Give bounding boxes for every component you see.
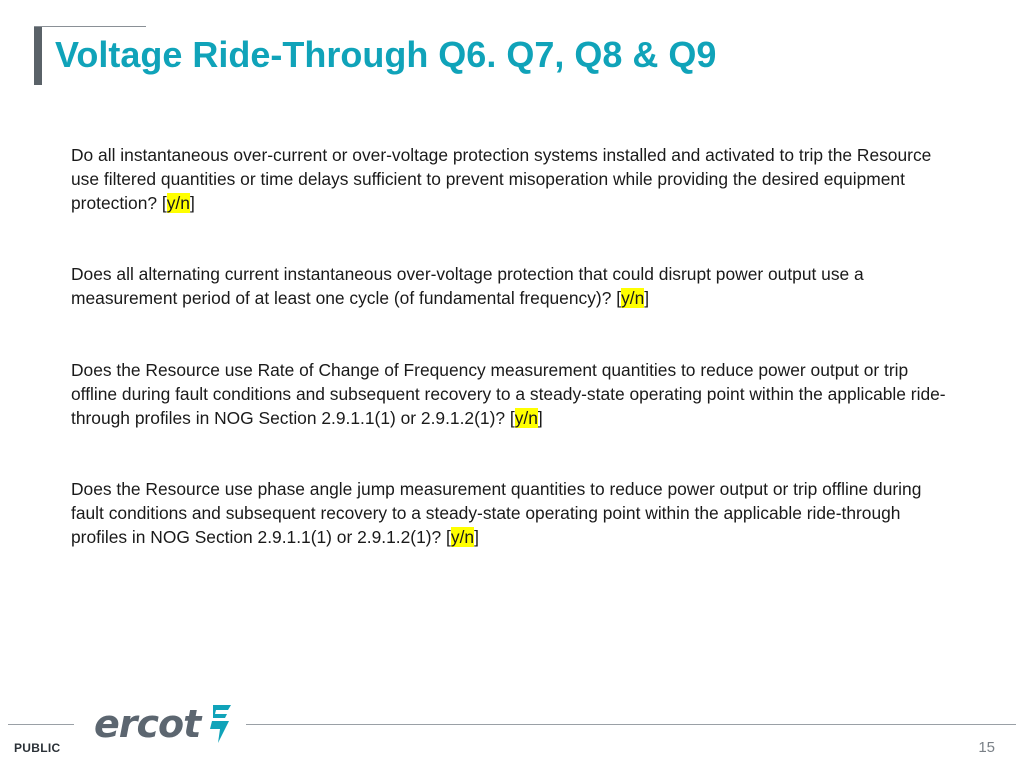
close-bracket: ] <box>644 288 650 308</box>
title-accent-rule <box>34 26 146 27</box>
answer-yn-highlight: y/n <box>621 288 645 308</box>
slide-title: Voltage Ride-Through Q6. Q7, Q8 & Q9 <box>55 34 717 75</box>
answer-yn-highlight: y/n <box>166 193 190 213</box>
question-q6 <box>71 143 951 215</box>
open-bracket: [ <box>161 193 167 213</box>
title-accent-bar <box>34 27 42 85</box>
open-bracket: [ <box>616 288 622 308</box>
question-text: Does the Resource use Rate of Change of Frequency measurement quantities to reduce power output or trip offline during fault conditions and subsequent recovery to a steady-state operating point within the applicable ride-through profiles in NOG Section 2.9.1.1(1) or 2.9.1.2(1)? <box>71 360 946 428</box>
classification-label: PUBLIC <box>14 741 61 755</box>
open-bracket: [ <box>446 527 451 547</box>
ercot-logo <box>94 700 234 748</box>
open-bracket: [ <box>509 408 515 428</box>
footer-rule-right <box>246 724 1016 725</box>
question-text: Does all alternating current instantaneous over-voltage protection that could disrupt power output use a measurement period of at least one cycle (of fundamental frequency)? <box>71 264 864 308</box>
question-text: Does the Resource use phase angle jump measurement quantities to reduce power output or trip offline during fault conditions and subsequent recovery to a steady-state operating point within the applicable ride-through profiles in NOG Section 2.9.1.1(1) or 2.9.1.2(1)? <box>71 479 922 547</box>
close-bracket: ] <box>189 193 195 213</box>
answer-yn-highlight: y/n <box>450 527 475 547</box>
page-number: 15 <box>978 739 995 756</box>
lightning-bolt-icon <box>204 702 234 746</box>
close-bracket: ] <box>537 408 543 428</box>
close-bracket: ] <box>474 527 479 547</box>
question-q8 <box>71 358 951 430</box>
footer-rule-left <box>8 724 74 725</box>
logo-wordmark: ercot <box>94 702 201 746</box>
question-q7 <box>71 262 951 310</box>
answer-yn-highlight: y/n <box>514 408 538 428</box>
question-q9 <box>71 477 951 549</box>
question-text: Do all instantaneous over-current or over-voltage protection systems installed and activated to trip the Resource use filtered quantities or time delays sufficient to prevent misoperation while providing the desired equipment protection? <box>71 145 932 213</box>
